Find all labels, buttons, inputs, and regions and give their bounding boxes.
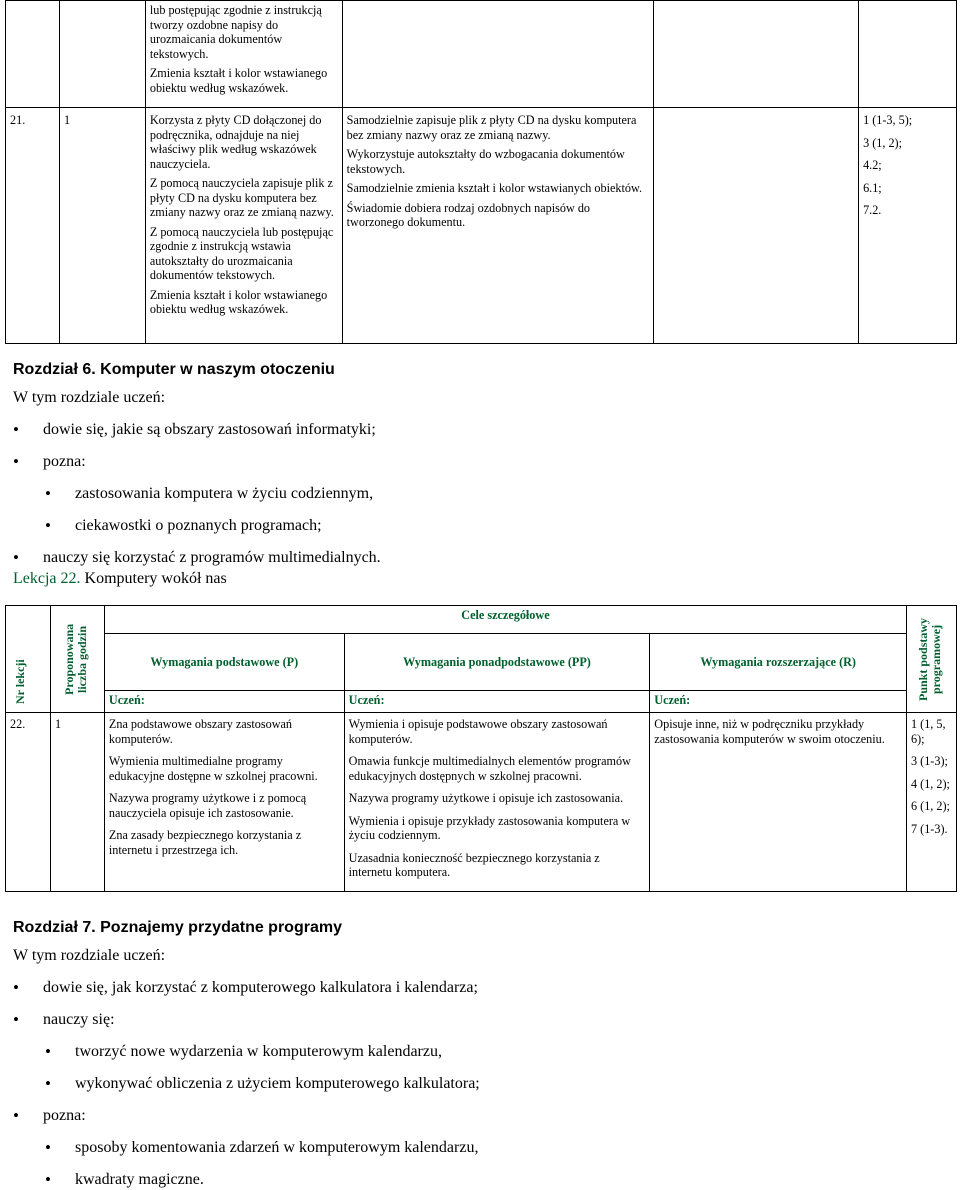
chapter-name: Poznajemy przydatne programy bbox=[95, 919, 342, 936]
chapter-6-section bbox=[13, 361, 953, 588]
hours-cell: 1 bbox=[50, 713, 104, 892]
basic-requirements-cell bbox=[104, 713, 344, 892]
lesson-number: Lekcja 22. bbox=[13, 570, 81, 587]
list-item: • zastosowania komputera w życiu codziennym, bbox=[13, 485, 953, 503]
nr-cell: 21. bbox=[6, 108, 60, 344]
requirement-text: Wykorzystuje autokształty do wzbogacania dokumentów tekstowych. bbox=[346, 147, 625, 176]
requirement-text: Zna podstawowe obszary zastosowań komputerów. bbox=[108, 717, 293, 746]
col-header-nr bbox=[6, 606, 51, 713]
extended-requirements-cell bbox=[342, 1, 654, 108]
nr-cell bbox=[6, 1, 60, 108]
point-text: 1 (1-3, 5); bbox=[863, 113, 913, 127]
curriculum-points-cell bbox=[859, 1, 957, 108]
chapter-6-goals-list bbox=[13, 421, 953, 567]
basic-requirements-header: Wymagania podstawowe (P) bbox=[104, 634, 344, 691]
lesson-name: Komputery wokół nas bbox=[80, 570, 227, 587]
requirement-text: Wymienia i opisuje podstawowe obszary zastosowań komputerów. bbox=[348, 717, 608, 746]
extended-requirements-cell bbox=[342, 108, 654, 344]
lesson-22-goals-table bbox=[5, 605, 957, 892]
point-text: 7.2. bbox=[863, 203, 882, 217]
list-item: • tworzyć nowe wydarzenia w komputerowym kalendarzu, bbox=[13, 1043, 953, 1061]
point-text: 3 (1, 2); bbox=[863, 135, 902, 150]
extended-requirements-header: Wymagania ponadpodstawowe (PP) bbox=[344, 634, 650, 691]
requirement-text: Zmienia kształt i kolor wstawianego obiektu według wskazówek. bbox=[149, 66, 328, 95]
list-item: • pozna: bbox=[13, 453, 953, 471]
list-item: • nauczy się: bbox=[13, 1011, 953, 1029]
basic-requirements-cell bbox=[145, 1, 342, 108]
chapter-7-goals-list bbox=[13, 979, 953, 1189]
detailed-goals-header: Cele szczegółowe bbox=[104, 606, 906, 634]
list-item: • sposoby komentowania zdarzeń w komputerowym kalendarzu, bbox=[13, 1139, 953, 1157]
col-header-hours bbox=[50, 606, 104, 713]
advanced-requirements-header: Wymagania rozszerzające (R) bbox=[650, 634, 907, 691]
list-item: • dowie się, jak korzystać z komputerowego kalkulatora i kalendarza; bbox=[13, 979, 953, 997]
requirement-text: Z pomocą nauczyciela lub postępując zgodnie z instrukcją wstawia autokształty do urozmaicania dokumentów tekstowych. bbox=[149, 224, 334, 282]
col-header-points bbox=[907, 606, 957, 713]
chapter-7-intro: W tym rozdziale uczeń: bbox=[13, 947, 166, 964]
header-text: Nr lekcji bbox=[12, 659, 27, 704]
requirement-text: Uzasadnia konieczność bezpiecznego korzystania z internetu komputera. bbox=[348, 850, 600, 879]
requirement-text: Z pomocą nauczyciela zapisuje plik z płyty CD na dysku komputera bez zmiany nazwy oraz ze zmianą nazwy. bbox=[149, 176, 334, 219]
advanced-requirements-cell bbox=[654, 1, 859, 108]
chapter-7-section bbox=[13, 919, 953, 1189]
table-row bbox=[6, 108, 957, 344]
table-row bbox=[6, 1, 957, 108]
student-label: Uczeń: bbox=[104, 691, 344, 713]
list-item: • kwadraty magiczne. bbox=[13, 1171, 953, 1189]
requirement-text: Samodzielnie zmienia kształt i kolor wstawianych obiektów. bbox=[346, 181, 643, 195]
basic-requirements-cell bbox=[145, 108, 342, 344]
student-label: Uczeń: bbox=[344, 691, 650, 713]
chapter-number: Rozdział 6. bbox=[13, 361, 96, 378]
chapter-6-title bbox=[13, 361, 953, 379]
point-text: 6.1; bbox=[863, 180, 882, 195]
requirement-text: Korzysta z płyty CD dołączonej do podręcznika, odnajduje na niej właściwy plik według wskazówek nauczyciela. bbox=[149, 113, 322, 171]
list-item: • wykonywać obliczenia z użyciem komputerowego kalkulatora; bbox=[13, 1075, 953, 1093]
extended-requirements-cell bbox=[344, 713, 650, 892]
point-text: 4 (1, 2); bbox=[911, 776, 950, 791]
requirement-text: Nazywa programy użytkowe i opisuje ich zastosowania. bbox=[348, 791, 624, 805]
advanced-requirements-cell: Opisuje inne, niż w podręczniku przykłady zastosowania komputerów w swoim otoczeniu. bbox=[650, 713, 907, 892]
list-item: • ciekawostki o poznanych programach; bbox=[13, 517, 953, 535]
requirement-text: lub postępując zgodnie z instrukcją tworzy ozdobne napisy do urozmaicania dokumentów tekstowych. bbox=[149, 3, 322, 61]
requirement-text: Zmienia kształt i kolor wstawianego obiektu według wskazówek. bbox=[149, 287, 328, 316]
requirements-table-continued bbox=[5, 0, 957, 344]
requirement-text: Nazywa programy użytkowe i z pomocą nauczyciela opisuje ich zastosowanie. bbox=[108, 791, 307, 820]
point-text: 1 (1, 5, 6); bbox=[911, 717, 946, 746]
student-label: Uczeń: bbox=[650, 691, 907, 713]
curriculum-points-cell bbox=[859, 108, 957, 344]
requirement-text: Wymienia multimedialne programy edukacyjne dostępne w szkolnej pracowni. bbox=[108, 754, 318, 783]
requirement-text: Omawia funkcje multimedialnych elementów programów edukacyjnych dostępnych w szkolnej pracowni. bbox=[348, 754, 631, 783]
requirement-text: Świadomie dobiera rodzaj ozdobnych napisów do tworzonego dokumentu. bbox=[346, 200, 591, 229]
requirement-text: Samodzielnie zapisuje plik z płyty CD na dysku komputera bez zmiany nazwy oraz ze zmianą nazwy. bbox=[346, 113, 637, 142]
header-text: Punkt podstawy programowej bbox=[915, 617, 943, 701]
hours-cell bbox=[59, 1, 145, 108]
curriculum-points-cell bbox=[907, 713, 957, 892]
list-item: • dowie się, jakie są obszary zastosowań informatyki; bbox=[13, 421, 953, 439]
hours-cell: 1 bbox=[59, 108, 145, 344]
table-row bbox=[6, 713, 957, 892]
list-item: • pozna: bbox=[13, 1107, 953, 1125]
advanced-requirements-cell bbox=[654, 108, 859, 344]
chapter-7-title bbox=[13, 919, 953, 937]
list-item: • nauczy się korzystać z programów multimedialnych. bbox=[13, 549, 953, 567]
requirement-text: Wymienia i opisuje przykłady zastosowania komputera w życiu codziennym. bbox=[348, 813, 631, 842]
header-text: Proponowana liczba godzin bbox=[62, 623, 90, 695]
nr-cell: 22. bbox=[6, 713, 51, 892]
point-text: 4.2; bbox=[863, 158, 882, 172]
requirement-text: Zna zasady bezpiecznego korzystania z internetu i przestrzega ich. bbox=[108, 828, 302, 857]
chapter-number: Rozdział 7. bbox=[13, 919, 96, 936]
point-text: 7 (1-3). bbox=[911, 821, 948, 836]
point-text: 3 (1-3); bbox=[911, 754, 948, 768]
point-text: 6 (1, 2); bbox=[911, 799, 950, 813]
lesson-22-title bbox=[13, 570, 953, 588]
chapter-name: Komputer w naszym otoczeniu bbox=[95, 361, 335, 378]
chapter-6-intro: W tym rozdziale uczeń: bbox=[13, 389, 166, 406]
